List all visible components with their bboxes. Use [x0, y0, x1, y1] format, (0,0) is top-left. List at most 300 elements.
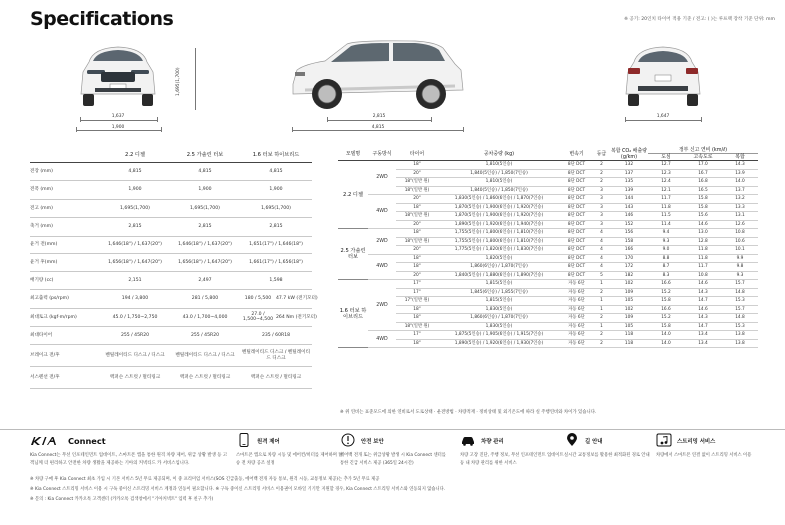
fuel-cell-comb: 14.0: [722, 178, 758, 187]
fuel-cell-trans: 8단 DCT: [560, 169, 593, 178]
service-title: 차량 관리: [481, 439, 504, 445]
fuel-cell-tire: 20": [396, 220, 438, 229]
fuel-row: [338, 339, 758, 348]
fuel-cell-city: 8.3: [648, 271, 684, 280]
fuel-cell-tire: 18": [396, 229, 438, 238]
fuel-cell-mass: 1,860(6인승) / 1,870(7인승): [438, 263, 560, 272]
fuel-cell-tire: 18": [396, 314, 438, 323]
front-track-label: 1,637: [111, 114, 125, 119]
spec-cell-v3b: 264 Nm (전기모터): [276, 309, 312, 327]
fuel-drive: 4WD: [368, 331, 396, 348]
fuel-cell-tire: 18": [396, 161, 438, 170]
spec-cell-v2: 1,646(18") / 1,637(20"): [170, 236, 240, 254]
fuel-cell-trans: 8단 DCT: [560, 178, 593, 187]
fuel-cell-tire: 18": [396, 305, 438, 314]
fuel-cell-co2: 102: [610, 305, 648, 314]
spec-cell-v2: 2,497: [170, 271, 240, 290]
fuel-cell-grade: 3: [593, 195, 610, 204]
spec-cell-v3: 235 / 60R18: [240, 326, 312, 345]
fuel-cell-grade: 3: [593, 203, 610, 212]
spec-cell-label: 윤거 전(mm): [30, 236, 100, 254]
fuel-cell-trans: 8단 DCT: [560, 161, 593, 170]
fuel-cell-tire: 20": [396, 169, 438, 178]
fuel-cell-city: 11.7: [648, 195, 684, 204]
spec-cell-v2: 255 / 45R20: [170, 326, 240, 345]
fuel-cell-tire: 17": [396, 280, 438, 289]
fuel-cell-hwy: 13.4: [684, 339, 722, 348]
fuel-cell-city: 15.8: [648, 297, 684, 306]
fuel-cell-mass: 1,870(5인승) / 1,900(6인승) / 1,920(7인승): [438, 203, 560, 212]
spec-row: [30, 199, 312, 218]
fuel-cell-tire: 18": [396, 263, 438, 272]
fuel-note: ※ 위 연비는 표준모드에 의한 연비로서 도로상태 · 운전방법 · 차량적재 · 정비상태 및 외기온도에 따라 실 주행연비와 차이가 있습니다.: [340, 410, 597, 415]
spec-cell-v2: 2,815: [170, 218, 240, 237]
spec-cell-v3a: 180 / 5,500: [240, 290, 276, 309]
fuel-header-efficiency: 정부 신고 연비 (km/ℓ): [648, 147, 758, 154]
fuel-cell-city: 8.7: [648, 263, 684, 272]
fuel-cell-grade: 2: [593, 288, 610, 297]
fuel-row: [338, 271, 758, 280]
fuel-cell-grade: 4: [593, 237, 610, 246]
fuel-cell-co2: 158: [610, 237, 648, 246]
fuel-row: [338, 314, 758, 323]
spec-cell-v3: 1,598: [240, 271, 312, 290]
fuel-cell-hwy: 16.7: [684, 169, 722, 178]
fuel-cell-mass: 1,840(5인승) / 1,850(7인승): [438, 169, 560, 178]
fuel-cell-city: 9.0: [648, 246, 684, 255]
connect-description: Kia Connect는 무선 인포테인먼트 업데이트, 스마트폰 앱을 통한 원격 차량 제어, 위급 상황 발생 등 고객님께 더 편리하고 안전한 차량 생활을 제공하는 기아의 커넥티드 카 서비스입니다.: [30, 453, 228, 466]
fuel-cell-mass: 1,860(6인승) / 1,870(7인승): [438, 314, 560, 323]
spec-header-hybrid: 1.6 터보 하이브리드: [240, 148, 312, 162]
fuel-cell-grade: 1: [593, 305, 610, 314]
fuel-cell-tire: 17": [396, 331, 438, 340]
fuel-cell-mass: 1,810(5인승): [438, 161, 560, 170]
fuel-row: [338, 331, 758, 340]
spec-cell-v1: 2,815: [100, 218, 170, 237]
fuel-header-drive: 구동방식: [368, 147, 396, 161]
spec-cell-v3: 1,661(17") / 1,656(18"): [240, 254, 312, 272]
spec-cell-v1: 4,815: [100, 162, 170, 181]
spec-cell-v2: 43.0 / 1,700~4,000: [170, 309, 240, 327]
fuel-cell-co2: 139: [610, 186, 648, 195]
fuel-cell-mass: 1,890(5인승) / 1,920(6인승) / 1,930(7인승): [438, 339, 560, 348]
spec-cell-v3b: 47.7 kW (전기모터): [276, 290, 312, 309]
car-rear-view: [622, 42, 704, 112]
connect-title: Connect: [68, 436, 106, 446]
fuel-cell-co2: 118: [610, 331, 648, 340]
spec-cell-label: 최고출력 (ps/rpm): [30, 290, 100, 309]
service-desc: 실시간 교통정보를 활용한 최적화된 경로 안내: [564, 453, 650, 458]
spec-row: [30, 271, 312, 290]
spec-cell-v2: 벤틸레이티드 디스크 / 디스크: [170, 345, 240, 367]
fuel-cell-city: 16.6: [648, 280, 684, 289]
fuel-cell-comb: 10.1: [722, 246, 758, 255]
fuel-row: [338, 305, 758, 314]
fuel-cell-city: 11.8: [648, 203, 684, 212]
spec-cell-v2: 1,656(18") / 1,647(20"): [170, 254, 240, 272]
fuel-cell-hwy: 16.8: [684, 178, 722, 187]
kia-connect-section: [0, 429, 785, 525]
spec-row: [30, 236, 312, 254]
fuel-cell-comb: 14.8: [722, 288, 758, 297]
spec-cell-v3: 벤틸레이티드 디스크 / 벤틸레이티드 디스크: [240, 345, 312, 367]
fuel-cell-co2: 118: [610, 339, 648, 348]
fuel-cell-co2: 135: [610, 178, 648, 187]
spec-header-gasoline: 2.5 가솔린 터보: [170, 148, 240, 162]
spec-row: [30, 162, 312, 181]
fuel-cell-grade: 3: [593, 212, 610, 221]
service-title: 원격 제어: [257, 439, 280, 445]
fuel-cell-grade: 2: [593, 331, 610, 340]
service-desc: 차량에서 스마트폰 연결 없이 스트리밍 서비스 이용: [656, 453, 752, 458]
fuel-row: [338, 263, 758, 272]
connect-footnote: ※ 차량 구매 후 Kia Connect 최초 가입 시 기본 서비스 5년 무료 제공되며, 이 중 프리미엄 서비스(SOS 긴급출동, 에어백 전개 자동 통보, 원격 시동, 교통정보 제공)는 추가 5년 무료 제공: [30, 477, 380, 482]
fuel-header-tire: 타이어: [396, 147, 438, 161]
fuel-cell-city: 9.4: [648, 229, 684, 238]
spec-cell-v3: 1,651(17") / 1,646(18"): [240, 236, 312, 254]
fuel-cell-mass: 1,830(5인승) / 1,860(6인승) / 1,870(7인승): [438, 195, 560, 204]
fuel-cell-hwy: 11.8: [684, 246, 722, 255]
fuel-cell-mass: 1,755(5인승) / 1,800(6인승) / 1,810(7인승): [438, 237, 560, 246]
fuel-cell-co2: 109: [610, 288, 648, 297]
connect-footnote: ※ 문의 : Kia Connect 카카오톡 고객센터 (카카오톡 검색창에서 "기아커넥트" 입력 후 친구 추가): [30, 497, 214, 502]
fuel-cell-trans: 자동 6단: [560, 322, 593, 331]
fuel-row: [338, 288, 758, 297]
fuel-row: [338, 161, 758, 170]
spec-cell-v2: 1,900: [170, 181, 240, 200]
music-note-icon: [656, 433, 672, 447]
fuel-cell-comb: 13.3: [722, 203, 758, 212]
spec-header-diesel: 2.2 디젤: [100, 148, 170, 162]
fuel-cell-trans: 8단 DCT: [560, 220, 593, 229]
fuel-cell-tire: 20": [396, 246, 438, 255]
fuel-cell-co2: 102: [610, 280, 648, 289]
fuel-cell-comb: 15.7: [722, 280, 758, 289]
fuel-cell-comb: 14.3: [722, 161, 758, 170]
page-title: Specifications: [30, 8, 174, 30]
fuel-cell-grade: 2: [593, 169, 610, 178]
fuel-cell-city: 11.5: [648, 212, 684, 221]
fuel-cell-grade: 4: [593, 254, 610, 263]
fuel-row: [338, 322, 758, 331]
fuel-cell-city: 8.8: [648, 254, 684, 263]
fuel-cell-city: 12.1: [648, 186, 684, 195]
service-title: 스트리밍 서비스: [677, 439, 716, 445]
fuel-drive: 4WD: [368, 195, 396, 229]
fuel-cell-trans: 8단 DCT: [560, 237, 593, 246]
fuel-cell-grade: 2: [593, 339, 610, 348]
fuel-cell-trans: 8단 DCT: [560, 203, 593, 212]
spec-header-blank: [30, 148, 100, 162]
fuel-cell-city: 12.3: [648, 169, 684, 178]
spec-row: [30, 309, 312, 327]
fuel-cell-tire: 18"(일반 원): [396, 322, 438, 331]
wheelbase-label: 2,815: [372, 114, 386, 119]
fuel-cell-tire: 18"(일반 원): [396, 212, 438, 221]
fuel-cell-mass: 1,815(5인승): [438, 297, 560, 306]
spec-cell-v1: 1,656(18") / 1,647(20"): [100, 254, 170, 272]
fuel-cell-co2: 166: [610, 246, 648, 255]
fuel-cell-hwy: 13.0: [684, 229, 722, 238]
fuel-cell-hwy: 14.6: [684, 305, 722, 314]
spec-cell-label: 전장 (mm): [30, 162, 100, 181]
rear-track-label: 1,647: [656, 114, 670, 119]
fuel-cell-co2: 105: [610, 322, 648, 331]
fuel-row: [338, 280, 758, 289]
fuel-cell-hwy: 14.3: [684, 314, 722, 323]
fuel-cell-grade: 2: [593, 161, 610, 170]
fuel-cell-comb: 9.9: [722, 254, 758, 263]
fuel-cell-comb: 13.2: [722, 195, 758, 204]
fuel-cell-trans: 자동 6단: [560, 314, 593, 323]
spec-cell-v1: 벤틸레이티드 디스크 / 디스크: [100, 345, 170, 367]
fuel-cell-city: 11.4: [648, 220, 684, 229]
spec-cell-label: 전폭 (mm): [30, 181, 100, 200]
kia-logo-icon: [30, 435, 60, 447]
fuel-cell-comb: 13.9: [722, 169, 758, 178]
spec-cell-v2: 281 / 5,800: [170, 290, 240, 309]
spec-row: [30, 326, 312, 345]
fuel-efficiency-table: [338, 147, 758, 348]
spec-cell-v1: 255 / 45R20: [100, 326, 170, 345]
fuel-cell-grade: 2: [593, 178, 610, 187]
spec-cell-v1: 1,646(18") / 1,637(20"): [100, 236, 170, 254]
car-front-view: [75, 42, 161, 112]
height-label: 1,695(1,700): [176, 67, 181, 96]
phone-icon: [236, 433, 252, 447]
fuel-cell-trans: 8단 DCT: [560, 271, 593, 280]
fuel-cell-trans: 8단 DCT: [560, 195, 593, 204]
fuel-cell-mass: 1,815(5인승): [438, 280, 560, 289]
spec-cell-v3: 맥퍼슨 스트럿 / 멀티링크: [240, 367, 312, 389]
spec-row: [30, 367, 312, 389]
connect-footnote: ※ Kia Connect 스트리밍 서비스 이용 시 구독 중이신 스트리밍 서비스 계정과 연동이 필요합니다. ※ 구독 중이신 스트리밍 서비스 이용권이 모바일 기기만 지원할 경우, Kia Connect 스트리밍 서비스와 연동되지 않습니다.: [30, 487, 446, 492]
fuel-cell-hwy: 15.8: [684, 203, 722, 212]
spec-table: [30, 148, 318, 389]
fuel-cell-hwy: 14.7: [684, 297, 722, 306]
fuel-drive: 2WD: [368, 229, 396, 255]
fuel-cell-grade: 5: [593, 271, 610, 280]
spec-cell-v2: 4,815: [170, 162, 240, 181]
fuel-cell-tire: 20": [396, 195, 438, 204]
fuel-cell-co2: 109: [610, 314, 648, 323]
fuel-cell-co2: 146: [610, 212, 648, 221]
fuel-cell-hwy: 14.6: [684, 280, 722, 289]
fuel-cell-mass: 1,830(5인승): [438, 322, 560, 331]
spec-cell-v2: 맥퍼슨 스트럿 / 멀티링크: [170, 367, 240, 389]
fuel-cell-co2: 182: [610, 271, 648, 280]
fuel-cell-city: 12.4: [648, 178, 684, 187]
fuel-drive: 2WD: [368, 280, 396, 331]
spec-cell-label: 전고 (mm): [30, 199, 100, 218]
fuel-cell-grade: 1: [593, 322, 610, 331]
fuel-cell-trans: 자동 6단: [560, 339, 593, 348]
fuel-cell-comb: 13.8: [722, 339, 758, 348]
fuel-row: [338, 220, 758, 229]
fuel-cell-trans: 자동 6단: [560, 297, 593, 306]
fuel-header-trans: 변속기: [560, 147, 593, 161]
fuel-header-combined: 복합: [722, 154, 758, 161]
fuel-header-mass: 공차중량 (kg): [438, 147, 560, 161]
fuel-row: [338, 186, 758, 195]
fuel-cell-grade: 4: [593, 246, 610, 255]
fuel-cell-hwy: 11.7: [684, 263, 722, 272]
spec-cell-v1: 45.0 / 1,750~2,750: [100, 309, 170, 327]
location-pin-icon: [564, 433, 580, 447]
fuel-cell-hwy: 14.3: [684, 288, 722, 297]
fuel-row: [338, 254, 758, 263]
spec-cell-label: 서스펜션 전/후: [30, 367, 100, 389]
fuel-cell-comb: 13.7: [722, 186, 758, 195]
fuel-cell-hwy: 11.8: [684, 254, 722, 263]
fuel-cell-city: 9.3: [648, 237, 684, 246]
fuel-row: [338, 212, 758, 221]
fuel-cell-grade: 3: [593, 220, 610, 229]
fuel-cell-mass: 1,755(5인승) / 1,800(6인승) / 1,810(7인승): [438, 229, 560, 238]
fuel-cell-trans: 8단 DCT: [560, 254, 593, 263]
spec-cell-v1: 1,695(1,700): [100, 199, 170, 218]
fuel-drive: 4WD: [368, 254, 396, 280]
fuel-cell-city: 15.2: [648, 288, 684, 297]
fuel-cell-city: 15.8: [648, 322, 684, 331]
spec-row: [30, 181, 312, 200]
spec-cell-label: 배기량 (cc): [30, 271, 100, 290]
fuel-cell-grade: 1: [593, 280, 610, 289]
fuel-cell-tire: 18": [396, 254, 438, 263]
fuel-row: [338, 178, 758, 187]
fuel-cell-tire: 18": [396, 339, 438, 348]
spec-cell-v1: 맥퍼슨 스트럿 / 멀티링크: [100, 367, 170, 389]
fuel-cell-mass: 1,890(5인승) / 1,920(6인승) / 1,940(7인승): [438, 220, 560, 229]
fuel-cell-city: 15.2: [648, 314, 684, 323]
fuel-cell-mass: 1,845(6인승) / 1,855(7인승): [438, 288, 560, 297]
spec-row: [30, 345, 312, 367]
fuel-row: [338, 169, 758, 178]
spec-cell-v1: 2,151: [100, 271, 170, 290]
fuel-cell-co2: 156: [610, 229, 648, 238]
fuel-cell-comb: 13.8: [722, 331, 758, 340]
fuel-row: [338, 203, 758, 212]
spec-cell-v3: 1,900: [240, 181, 312, 200]
fuel-cell-trans: 자동 6단: [560, 305, 593, 314]
car-side-view: [285, 34, 470, 116]
spec-cell-v2: 1,695(1,700): [170, 199, 240, 218]
overall-length-label: 4,815: [371, 125, 385, 130]
fuel-cell-tire: 18": [396, 203, 438, 212]
fuel-row: [338, 246, 758, 255]
fuel-row: [338, 297, 758, 306]
spec-cell-label: 최대타이어: [30, 326, 100, 345]
service-desc: 차량 고장 진단, 주행 정보, 무선 인포테인먼트 업데이트 등 내 차량 관리를 위한 서비스: [460, 453, 564, 466]
fuel-cell-hwy: 15.6: [684, 212, 722, 221]
fuel-cell-mass: 1,875(5인승) / 1,905(6인승) / 1,915(7인승): [438, 331, 560, 340]
fuel-cell-city: 16.6: [648, 305, 684, 314]
spec-cell-label: 최대토크 (kgf·m/rpm): [30, 309, 100, 327]
fuel-cell-comb: 10.6: [722, 237, 758, 246]
fuel-model-name: 2.5 가솔린 터보: [338, 229, 368, 280]
fuel-cell-co2: 132: [610, 161, 648, 170]
fuel-cell-hwy: 17.0: [684, 161, 722, 170]
spec-cell-v3a: 27.0 / 1,500~4,500: [240, 309, 276, 327]
spec-cell-label: 축거 (mm): [30, 218, 100, 237]
fuel-cell-mass: 1,820(5인승): [438, 254, 560, 263]
fuel-cell-hwy: 14.7: [684, 322, 722, 331]
fuel-cell-grade: 4: [593, 229, 610, 238]
fuel-cell-hwy: 13.4: [684, 331, 722, 340]
fuel-cell-co2: 144: [610, 195, 648, 204]
fuel-cell-trans: 8단 DCT: [560, 212, 593, 221]
fuel-cell-comb: 9.8: [722, 263, 758, 272]
fuel-cell-co2: 172: [610, 263, 648, 272]
fuel-cell-hwy: 10.8: [684, 271, 722, 280]
fuel-cell-city: 12.7: [648, 161, 684, 170]
fuel-cell-tire: 17"(일반 원): [396, 297, 438, 306]
spec-cell-v1: 194 / 3,800: [100, 290, 170, 309]
fuel-cell-tire: 18"(일반 원): [396, 186, 438, 195]
fuel-cell-grade: 4: [593, 263, 610, 272]
fuel-header-highway: 고속도로: [684, 154, 722, 161]
spec-cell-v3: 2,815: [240, 218, 312, 237]
fuel-cell-tire: 20": [396, 271, 438, 280]
fuel-cell-mass: 1,870(5인승) / 1,900(6인승) / 1,920(7인승): [438, 212, 560, 221]
fuel-cell-tire: 18"(일반 원): [396, 178, 438, 187]
fuel-cell-grade: 1: [593, 297, 610, 306]
spec-cell-label: 윤거 후(mm): [30, 254, 100, 272]
spec-cell-label: 브레이크 전/후: [30, 345, 100, 367]
fuel-header-city: 도심: [648, 154, 684, 161]
fuel-cell-co2: 143: [610, 203, 648, 212]
shield-icon: [340, 433, 356, 447]
fuel-header-grade: 등급: [593, 147, 610, 161]
spec-cell-v3: 1,695(1,700): [240, 199, 312, 218]
fuel-model-name: 2.2 디젤: [338, 161, 368, 229]
fuel-cell-hwy: 12.8: [684, 237, 722, 246]
fuel-cell-co2: 152: [610, 220, 648, 229]
fuel-cell-grade: 2: [593, 314, 610, 323]
fuel-cell-trans: 8단 DCT: [560, 229, 593, 238]
fuel-row: [338, 229, 758, 238]
fuel-cell-comb: 13.1: [722, 212, 758, 221]
fuel-cell-mass: 1,775(5인승) / 1,820(6인승) / 1,830(7인승): [438, 246, 560, 255]
fuel-cell-city: 14.0: [648, 331, 684, 340]
fuel-cell-trans: 8단 DCT: [560, 263, 593, 272]
fuel-cell-mass: 1,830(5인승): [438, 305, 560, 314]
spec-row: [30, 218, 312, 237]
fuel-cell-co2: 105: [610, 297, 648, 306]
service-desc: 에어백 전개 또는 위급상황 발생 시 Kia Connect 센터를 통한 긴급 서비스 제공 (365일 24시간): [340, 453, 446, 466]
fuel-cell-hwy: 14.6: [684, 220, 722, 229]
fuel-cell-comb: 15.7: [722, 305, 758, 314]
fuel-model-name: 1.6 터보 하이브리드: [338, 280, 368, 348]
fuel-cell-co2: 137: [610, 169, 648, 178]
fuel-cell-comb: 15.3: [722, 322, 758, 331]
fuel-cell-co2: 170: [610, 254, 648, 263]
fuel-cell-hwy: 16.5: [684, 186, 722, 195]
fuel-header-model: 모델명: [338, 147, 368, 161]
fuel-cell-tire: 18"(일반 원): [396, 237, 438, 246]
spec-cell-v1: 1,900: [100, 181, 170, 200]
car-icon: [460, 433, 476, 447]
overall-width-label: 1,900: [111, 125, 125, 130]
spec-row: [30, 290, 312, 309]
fuel-cell-comb: 9.3: [722, 271, 758, 280]
fuel-cell-mass: 1,810(5인승): [438, 178, 560, 187]
fuel-cell-hwy: 15.8: [684, 195, 722, 204]
service-title: 안전 보안: [361, 439, 384, 445]
fuel-cell-trans: 자동 6단: [560, 331, 593, 340]
fuel-cell-trans: 자동 6단: [560, 288, 593, 297]
fuel-cell-grade: 3: [593, 186, 610, 195]
